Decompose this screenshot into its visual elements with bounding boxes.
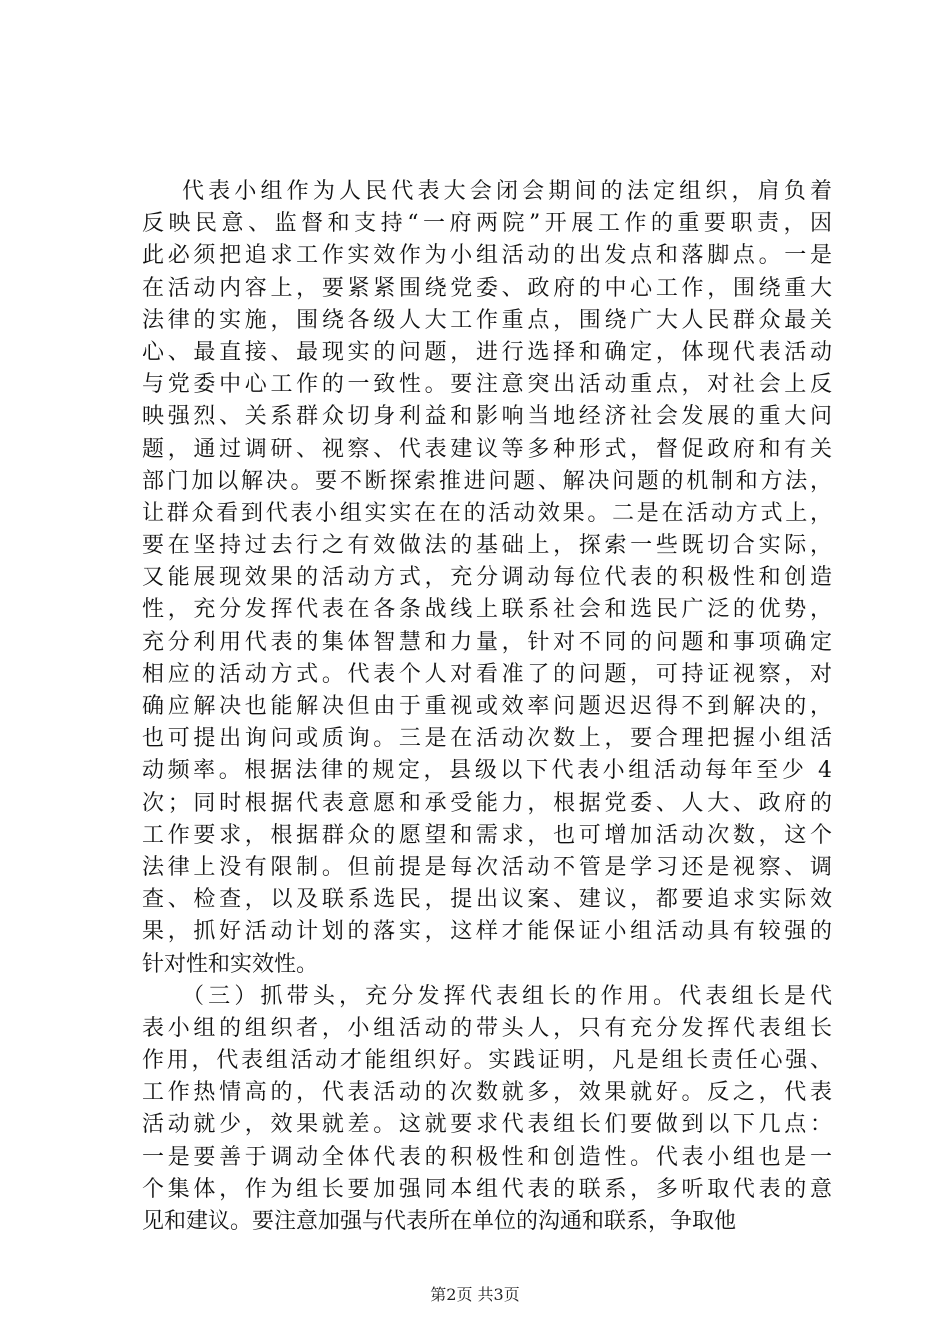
text-line: （三）抓带头，充分发挥代表组长的作用。代表组长是代 [182,983,832,1009]
body-text [142,176,832,1238]
paragraph [142,176,832,981]
text-line: 次；同时根据代表意愿和承受能力，根据党委、人大、政府的 [142,790,832,816]
text-line: 果，抓好活动计划的落实，这样才能保证小组活动具有较强的 [142,919,832,945]
text-line: 见和建议。要注意加强与代表所在单位的沟通和联系，争取他 [142,1209,737,1234]
text-line: 映强烈、关系群众切身利益和影响当地经济社会发展的重大问 [142,404,832,430]
text-line: 动频率。根据法律的规定，县级以下代表小组活动每年至少 4 [142,758,832,784]
text-line: 部门加以解决。要不断探索推进问题、解决问题的机制和方法， [142,468,832,494]
text-line: 查、检查，以及联系选民，提出议案、建议，都要追求实际效 [142,887,832,913]
text-line: 要在坚持过去行之有效做法的基础上，探索一些既切合实际， [142,533,832,559]
text-line: 活动就少，效果就差。这就要求代表组长们要做到以下几点： [142,1112,832,1138]
text-line: 法律上没有限制。但前提是每次活动不管是学习还是视察、调 [142,854,832,880]
text-line: 法律的实施，围绕各级人大工作重点，围绕广大人民群众最关 [142,307,832,333]
text-line: 在活动内容上，要紧紧围绕党委、政府的中心工作，围绕重大 [142,275,832,301]
text-line: 个集体，作为组长要加强同本组代表的联系，多听取代表的意 [142,1176,832,1202]
text-line: 性，充分发挥代表在各条战线上联系社会和选民广泛的优势， [142,597,832,623]
text-line: 也可提出询问或质询。三是在活动次数上，要合理把握小组活 [142,726,832,752]
text-line: 题，通过调研、视察、代表建议等多种形式，督促政府和有关 [142,436,832,462]
text-line: 表小组的组织者，小组活动的带头人，只有充分发挥代表组长 [142,1015,832,1041]
paragraph [142,981,832,1239]
text-line: 让群众看到代表小组实实在在的活动效果。二是在活动方式上， [142,500,832,526]
text-line: 作用，代表组活动才能组织好。实践证明，凡是组长责任心强、 [142,1048,832,1074]
text-line: 一是要善于调动全体代表的积极性和创造性。代表小组也是一 [142,1144,832,1170]
text-line: 工作热情高的，代表活动的次数就多，效果就好。反之，代表 [142,1080,832,1106]
page-footer: 第2页 共3页 [430,1285,520,1304]
text-line: 针对性和实效性。 [142,951,319,977]
text-line: 心、最直接、最现实的问题，进行选择和确定，体现代表活动 [142,339,832,365]
text-line: 充分利用代表的集体智慧和力量，针对不同的问题和事项确定 [142,629,832,655]
text-line: 又能展现效果的活动方式，充分调动每位代表的积极性和创造 [142,565,832,591]
text-line: 此必须把追求工作实效作为小组活动的出发点和落脚点。一是 [142,243,832,269]
text-line: 反映民意、监督和支持“一府两院”开展工作的重要职责，因 [142,211,832,237]
text-line: 工作要求，根据群众的愿望和需求，也可增加活动次数，这个 [142,822,832,848]
text-line: 与党委中心工作的一致性。要注意突出活动重点，对社会上反 [142,372,832,398]
text-line: 代表小组作为人民代表大会闭会期间的法定组织，肩负着 [182,179,832,204]
text-line: 相应的活动方式。代表个人对看准了的问题，可持证视察，对 [142,661,832,687]
text-line: 确应解决也能解决但由于重视或效率问题迟迟得不到解决的， [142,694,832,719]
